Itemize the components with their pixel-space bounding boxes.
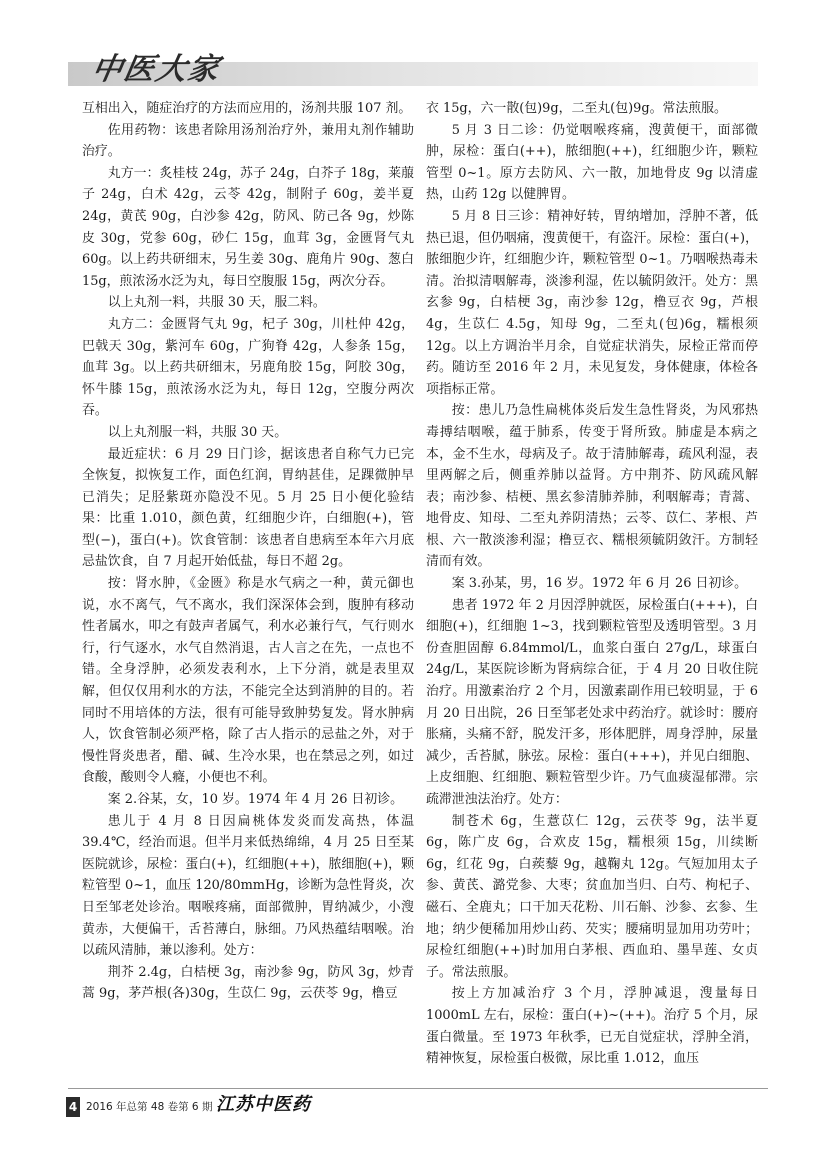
page-number: 4: [66, 1097, 80, 1117]
issue-info: 2016 年总第 48 卷第 6 期: [86, 1101, 213, 1113]
paragraph: 患者 1972 年 2 月因浮肿就医，尿检蛋白(+++)，白细胞(+)，红细胞 1~3，找到颗粒管型及透明管型。3 月份查胆固醇 6.84mmol/L，血浆白蛋白 27g/L，球蛋白 24g/L，某医院诊断为肾病综合征，于 4 月 20 日收住院治疗。用激素治疗 2 个月，因激素副作用已较明显，于 6 月 20 日出院，26 日至邹老处求中药治疗。就诊时：腰府胀痛，头痛不舒，脱发汗多，形体肥胖，周身浮肿，尿量减少，舌苔腻，脉弦。尿检：蛋白(+++)，并见白细胞、上皮细胞、红细胞、颗粒管型少许。乃气血痰湿郁滞。宗疏滞泄浊法治疗。处方：: [426, 597, 758, 807]
paragraph: 案 3.孙某，男，16 岁。1972 年 6 月 26 日初诊。: [451, 576, 748, 592]
paragraph: 以上丸剂服一料，共服 30 天。: [107, 424, 288, 440]
paragraph: 5 月 3 日二诊：仍觉咽喉疼痛，溲黄便干，面部微肿，尿检：蛋白(++)，脓细胞(++)，红细胞少许，颗粒管型 0~1。原方去防风、六一散，加地骨皮 9g 以清虚热，山药 12g 以健脾胃。: [426, 122, 758, 203]
paragraph: 按上方加减治疗 3 个月，浮肿减退，溲量每日 1000mL 左右，尿检：蛋白(+)~(++)。治疗 5 个月，尿蛋白微量。至 1973 年秋季，已无自觉症状，浮肿全消，精神恢复，尿检蛋白极微，尿比重 1.012，血压: [426, 986, 758, 1067]
right-column: [426, 98, 758, 1070]
section-title: 中医大家: [89, 52, 224, 87]
left-column: [82, 98, 414, 1005]
paragraph: 佐用药物：该患者除用汤剂治疗外，兼用丸剂作辅助治疗。: [82, 122, 414, 160]
paragraph: 衣 15g，六一散(包)9g，二至丸(包)9g。常法煎服。: [426, 101, 727, 116]
paragraph: 荆芥 2.4g，白桔梗 3g，南沙参 9g，防风 3g，炒青蒿 9g，茅芦根(各)30g，生苡仁 9g，云茯苓 9g，橹豆: [82, 964, 414, 1002]
paragraph: 患儿于 4 月 8 日因扁桃体发炎而发高热，体温 39.4℃，经治而退。但半月来低热绵绵，4 月 25 日至某医院就诊，尿检：蛋白(+)，红细胞(++)，脓细胞(+)，颗粒管型 0~1，血压 120/80mmHg，诊断为急性肾炎，次日至邹老处诊治。咽喉疼痛，面部微肿，胃纳减少，小溲黄赤，大便偏干，舌苔薄白，脉细。乃风热蕴结咽喉。治以疏风清肺，兼以渗利。处方：: [82, 813, 414, 959]
journal-name: 江苏中医药: [216, 1094, 311, 1115]
paragraph: 最近症状：6 月 29 日门诊，据该患者自称气力已完全恢复，拟恢复工作，面色红润，胃纳甚佳，足踝微肿早已消失；足胫紫斑亦隐没不见。5 月 25 日小便化验结果：比重 1.010，颜色黄，红细胞少许，白细胞(+)，管型(−)，蛋白(+)。饮食管制：该患者自患病至本年六月底忌盐饮食，自 7 月起开始低盐，每日不超 2g。: [82, 446, 414, 570]
paragraph: 互相出入，随症治疗的方法而应用的，汤剂共服 107 剂。: [82, 101, 412, 116]
paragraph: 按：患儿乃急性扁桃体炎后发生急性肾炎，为风邪热毒搏结咽喉，蕴于肺系，传变于肾所致。肺虚是本病之本，金不生水，母病及子。故于清肺解毒，疏风利湿，表里两解之后，侧重养肺以益肾。方中荆芥、防风疏风解表；南沙参、桔梗、黑玄参清肺养肺，利咽解毒；青蒿、地骨皮、知母、二至丸养阴清热；云苓、苡仁、茅根、芦根、六一散淡渗利湿；橹豆衣、糯根须毓阴敛汗。方制轻清而有效。: [426, 403, 758, 570]
footer-rule: [68, 1088, 768, 1089]
paragraph: 5 月 8 日三诊：精神好转，胃纳增加，浮肿不著，低热已退，但仍咽痛，溲黄便干，有盗汗。尿检：蛋白(+)，脓细胞少许，红细胞少许，颗粒管型 0~1。乃咽喉热毒未清。治拟清咽解毒，淡渗利湿，佐以毓阴敛汗。处方：黑玄参 9g，白桔梗 3g，南沙参 12g，橹豆衣 9g，芦根 4g，生苡仁 4.5g，知母 9g，二至丸(包)6g，糯根须 12g。以上方调治半月余，自觉症状消失，尿检正常而停药。随访至 2016 年 2 月，未见复发，身体健康，体检各项指标正常。: [426, 208, 758, 397]
paragraph: 制苍术 6g，生薏苡仁 12g，云茯苓 9g，法半夏 6g，陈广皮 6g，合欢皮 15g，糯根须 15g，川续断 6g，红花 9g，白蒺藜 9g，越鞠丸 12g。气短加用太子参、黄芪、潞党参、大枣；贫血加当归、白芍、枸杞子、磁石、全鹿丸；口干加天花粉、川石斛、沙参、玄参、生地；纳少便稀加用炒山药、芡实；腰痛明显加用功劳叶；尿检红细胞(++)时加用白茅根、西血珀、墨旱莲、女贞子。常法煎服。: [426, 813, 758, 980]
paragraph: 丸方二：金匮肾气丸 9g，杞子 30g，川杜仲 42g，巴戟天 30g，紫河车 60g，广狗脊 42g，人参条 15g，血茸 3g。以上药共研细末，另鹿角胶 15g，阿胶 30g，怀牛膝 15g，煎浓汤水泛为丸，每日 12g，空腹分两次吞。: [82, 316, 414, 419]
paragraph: 丸方一：炙桂枝 24g，苏子 24g，白芥子 18g，莱菔子 24g，白术 42g，云苓 42g，制附子 60g，姜半夏 24g，黄芪 90g，白沙参 42g，防风、防己各 9g，炒陈皮 30g，党参 60g，砂仁 15g，血茸 3g，金匮肾气丸 60g。以上药共研细末，另生姜 30g、鹿角片 90g、葱白 15g，煎浓汤水泛为丸，每日空腹服 15g，两次分吞。: [82, 165, 414, 289]
paragraph: 案 2.谷某，女，10 岁。1974 年 4 月 26 日初诊。: [107, 792, 404, 807]
paragraph: 按：肾水肿，《金匮》称是水气病之一种，黄元御也说，水不离气，气不离水，我们深深体会到，腹肿有移动性者属水，叩之有鼓声者属气，利水必兼行气，气行则水行，行气逐水，水气自然消退，古人言之在先，一点也不错。全身浮肿，必须发表利水，上下分消，就是表里双解，但仅仅用利水的方法，不能完全达到消肿的目的。若同时不用培体的方法，很有可能导致肿势复发。肾水肿病人，饮食管制必须严格，除了古人指示的忌盐之外，对于慢性肾炎患者，醋、碱、生冷水果，也在禁忌之列，如过食酸，酸则令人癃，小便也不利。: [82, 576, 414, 786]
paragraph: 以上丸剂一料，共服 30 天，服二料。: [107, 295, 326, 311]
